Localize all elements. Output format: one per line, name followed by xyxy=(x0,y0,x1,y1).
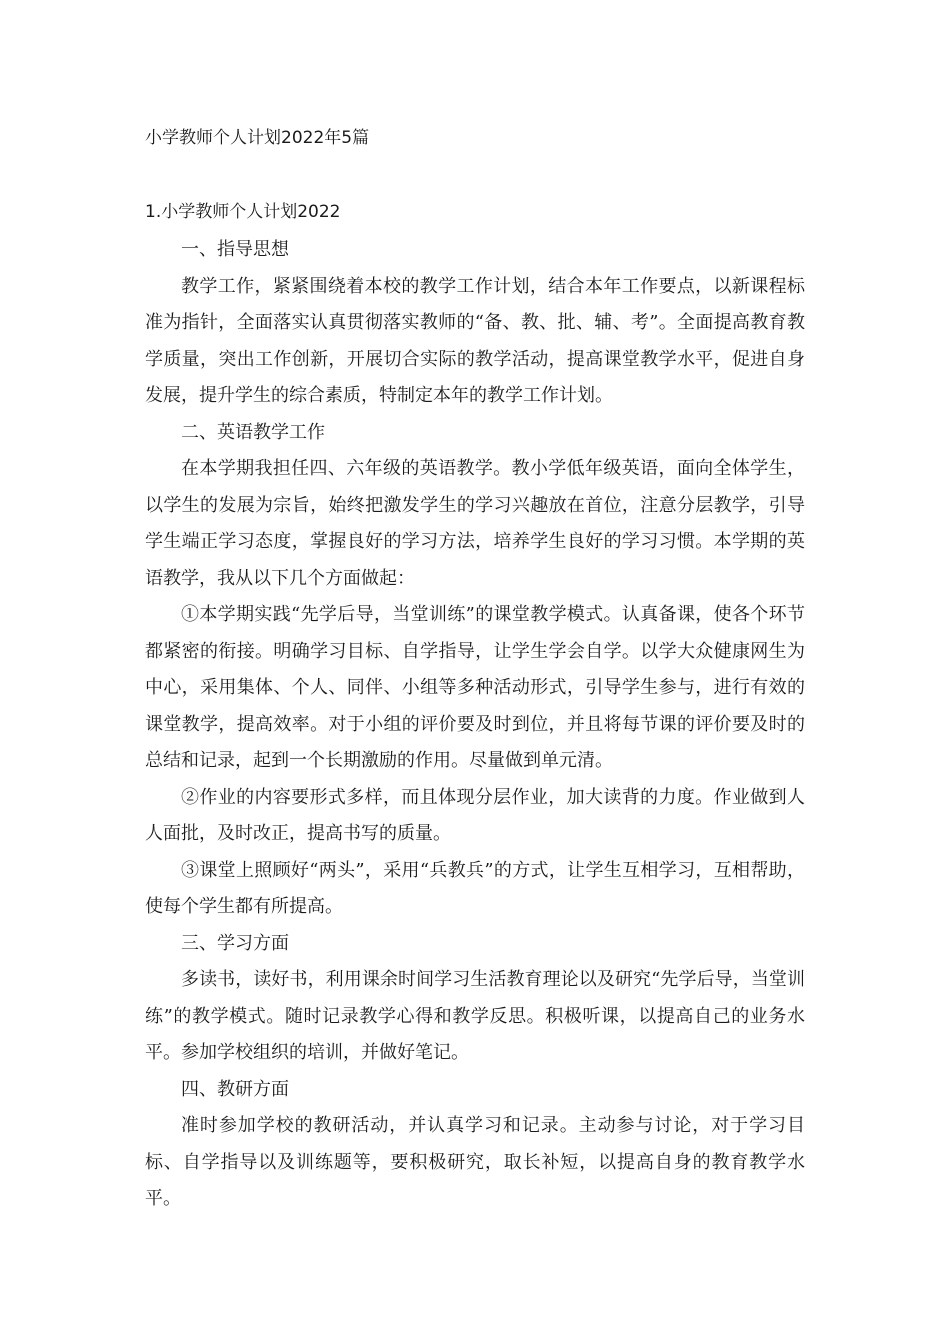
paragraph: 在本学期我担任四、六年级的英语教学。教小学低年级英语，面向全体学生，以学生的发展为宗旨，始终把激发学生的学习兴趣放在首位，注意分层教学，引导学生端正学习态度，掌握良好的学习方法，培养学生良好的学习习惯。本学期的英语教学，我从以下几个方面做起： xyxy=(145,458,805,589)
paragraph: ②作业的内容要形式多样，而且体现分层作业，加大读背的力度。作业做到人人面批，及时改正，提高书写的质量。 xyxy=(145,786,805,844)
paragraph: 多读书，读好书，利用课余时间学习生活教育理论以及研究“先学后导，当堂训练”的教学模式。随时记录教学心得和教学反思。积极听课，以提高自己的业务水平。参加学校组织的培训，并做好笔记。 xyxy=(145,969,805,1063)
paragraph: 教学工作，紧紧围绕着本校的教学工作计划，结合本年工作要点，以新课程标准为指针，全面落实认真贯彻落实教师的“备、教、批、辅、考”。全面提高教育教学质量，突出工作创新，开展切合实际的教学活动，提高课堂教学水平，促进自身发展，提升学生的综合素质，特制定本年的教学工作计划。 xyxy=(145,275,805,406)
section-title: 1.小学教师个人计划2022 xyxy=(145,202,341,222)
document-body xyxy=(145,232,805,1218)
heading-english-teaching: 二、英语教学工作 xyxy=(181,421,325,443)
paragraph: ③课堂上照顾好“两头”，采用“兵教兵”的方式，让学生互相学习，互相帮助，使每个学生都有所提高。 xyxy=(145,859,805,917)
heading-teaching-research: 四、教研方面 xyxy=(181,1078,289,1100)
heading-guiding-ideology: 一、指导思想 xyxy=(181,239,289,260)
paragraph: ①本学期实践“先学后导，当堂训练”的课堂教学模式。认真备课，使各个环节都紧密的衔接。明确学习目标、自学指导，让学生学会自学。以学大众健康网生为中心，采用集体、个人、同伴、小组等多种活动形式，引导学生参与，进行有效的课堂教学，提高效率。对于小组的评价要及时到位，并且将每节课的评价要及时的总结和记录，起到一个长期激励的作用。尽量做到单元清。 xyxy=(145,604,805,771)
paragraph: 准时参加学校的教研活动，并认真学习和记录。主动参与讨论，对于学习目标、自学指导以及训练题等，要积极研究，取长补短，以提高自身的教育教学水平。 xyxy=(145,1115,805,1209)
heading-study: 三、学习方面 xyxy=(181,932,289,954)
document-title: 小学教师个人计划2022年5篇 xyxy=(145,128,370,148)
